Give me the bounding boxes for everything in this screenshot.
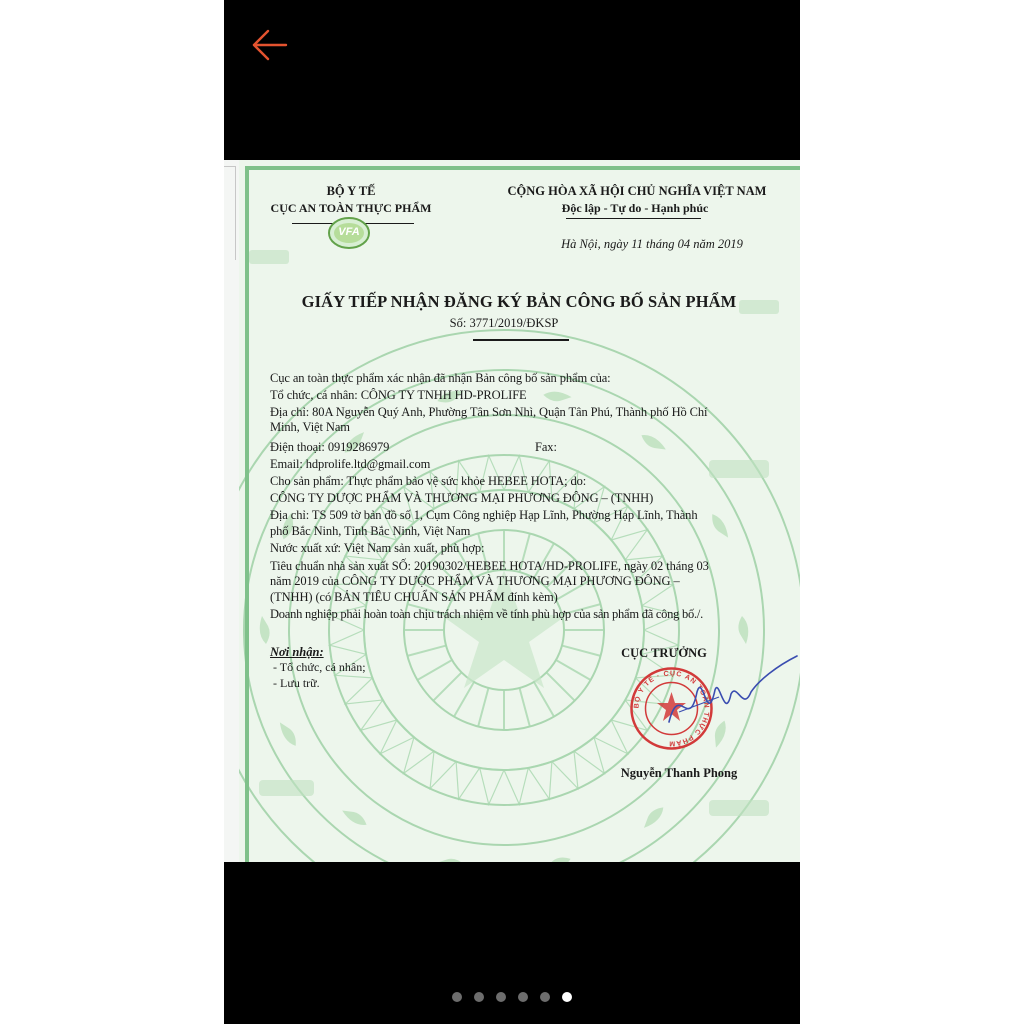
- image-viewer: [224, 0, 800, 1024]
- vfa-logo: [327, 216, 371, 250]
- body-line-responsibility: Doanh nghiệp phải hoàn toàn chịu trách nhiệm về tính phù hợp của sản phẩm đã công bố./.: [270, 607, 704, 621]
- body-line-2: Tổ chức, cá nhân: CÔNG TY TNHH HD-PROLIFE: [270, 388, 527, 402]
- body-line-3: Địa chỉ: 80A Nguyễn Quý Anh, Phường Tân Sơn Nhì, Quận Tân Phú, Thành phố Hồ Chí: [270, 405, 708, 419]
- signer-title: CỤC TRƯỞNG: [621, 646, 707, 660]
- body-line-standard-2: năm 2019 của CÔNG TY DƯỢC PHẨM VÀ THƯƠNG MẠI PHƯƠNG ĐÔNG –: [270, 574, 680, 588]
- body-line-phone: Điện thoại: 0919286979: [270, 440, 390, 454]
- signature-mark: [659, 652, 800, 742]
- recipient-1: - Tổ chức, cá nhân;: [273, 660, 366, 674]
- pagination-dot-6-active[interactable]: [562, 992, 572, 1002]
- pagination-dot-3[interactable]: [496, 992, 506, 1002]
- vfa-logo-text: VFA: [338, 226, 360, 238]
- ministry-name: BỘ Y TẾ: [326, 184, 376, 198]
- header-underline-right: [566, 218, 701, 219]
- recipient-2: - Lưu trữ.: [273, 676, 320, 690]
- body-line-product: Cho sản phẩm: Thực phẩm bảo vệ sức khỏe HEBEE HOTA; do:: [270, 474, 587, 488]
- pagination-dots: [224, 990, 800, 1004]
- country-name: CỘNG HÒA XÃ HỘI CHỦ NGHĨA VIỆT NAM: [507, 184, 767, 198]
- pagination-dot-1[interactable]: [452, 992, 462, 1002]
- body-line-maker: CÔNG TY DƯỢC PHẨM VÀ THƯƠNG MẠI PHƯƠNG ĐÔNG – (TNHH): [270, 491, 654, 505]
- body-line-maker-address-2: phố Bắc Ninh, Tỉnh Bắc Ninh, Việt Nam: [270, 524, 471, 538]
- pagination-dot-4[interactable]: [518, 992, 528, 1002]
- background-page-edge: [224, 160, 239, 862]
- national-motto: Độc lập - Tự do - Hạnh phúc: [561, 201, 709, 215]
- document-title: GIẤY TIẾP NHẬN ĐĂNG KÝ BẢN CÔNG BỐ SẢN PHẨM: [301, 292, 737, 311]
- place-date: Hà Nội, ngày 11 tháng 04 năm 2019: [561, 237, 743, 251]
- stamp-text: BỘ Y TẾ · CỤC AN TOÀN THỰC PHẨM: [633, 670, 710, 747]
- back-button[interactable]: [250, 26, 290, 66]
- body-line-email: Email: hdprolife.ltd@gmail.com: [270, 457, 431, 471]
- agency-name: CỤC AN TOÀN THỰC PHẨM: [270, 201, 432, 215]
- recipients-title: Nơi nhận:: [270, 645, 324, 659]
- body-line-1: Cục an toàn thực phẩm xác nhận đã nhận Bản công bố sản phẩm của:: [270, 371, 611, 385]
- body-line-standard: Tiêu chuẩn nhà sản xuất SỐ: 20190302/HEBEE HOTA/HD-PROLIFE, ngày 02 tháng 03: [270, 559, 709, 573]
- arrow-left-icon: [250, 26, 290, 66]
- pagination-dot-2[interactable]: [474, 992, 484, 1002]
- body-line-origin: Nước xuất xứ: Việt Nam sản xuất, phù hợp:: [270, 541, 485, 555]
- signer-name: Nguyễn Thanh Phong: [620, 766, 738, 780]
- document-photo: [224, 160, 800, 862]
- pagination-dot-5[interactable]: [540, 992, 550, 1002]
- body-line-maker-address: Địa chỉ: TS 509 tờ bản đồ số 1, Cụm Công nghiệp Hạp Lĩnh, Phường Hạp Lĩnh, Thành: [270, 508, 698, 522]
- body-line-4: Minh, Việt Nam: [270, 420, 350, 434]
- title-underline: [473, 339, 569, 341]
- document-number: Số: 3771/2019/ĐKSP: [449, 316, 559, 330]
- body-line-standard-3: (TNHH) (có BẢN TIÊU CHUẨN SẢN PHẨM đính kèm): [270, 590, 558, 604]
- certificate-document: [239, 160, 800, 862]
- body-fax-label: Fax:: [535, 440, 557, 454]
